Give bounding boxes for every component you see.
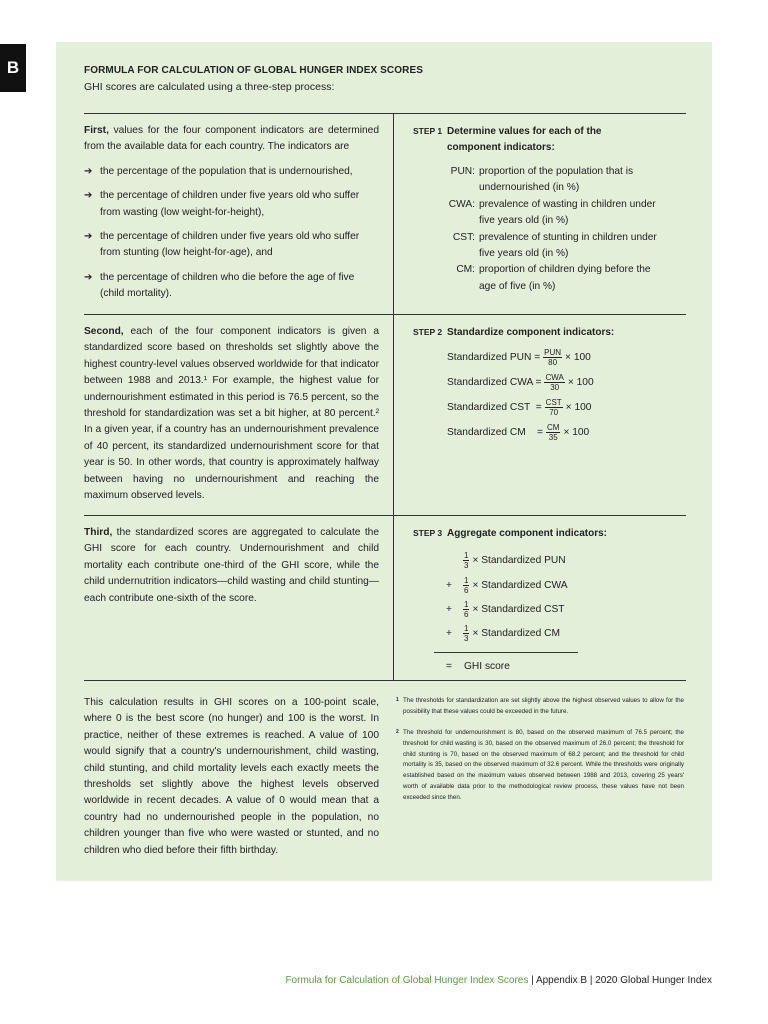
footnote-2: 2 The threshold for undernourishment is 80, based on the observed maximum of 76.5 percent; the threshold for child wasting is 30, based on the observed maximum of 26.0 percent; the threshold for child stunting is 70, based on the observed maximum of 68.2 percent; and the threshold for child mortality is 35, based on the observed maximum of 32.6 percent. While the thresholds were originally established based on the maximum values observed between 1988 and 2013, covering 25 years' worth of available data prior to the methodological review process, these values have not been exceeded since then. <box>396 729 684 801</box>
footnote-1: 1 The thresholds for standardization are set slightly above the highest observed values to allow for the possibility that these values could be exceeded in the future. <box>396 697 684 715</box>
arrow-right-icon: ➔ <box>84 271 93 283</box>
arrow-right-icon: ➔ <box>84 231 93 243</box>
row1-body: values for the four component indicators are determined from the available data for each country. The indicators are <box>84 125 379 153</box>
definition-row: PUN: proportion of the population that is undernourished (in %) <box>450 166 634 194</box>
sum-line <box>434 652 578 653</box>
step1-number: STEP 1 <box>413 126 443 136</box>
equation-cm: Standardized CM = $\frac{CM}{35}$ × 100 <box>447 422 590 442</box>
list-item: ➔ the percentage of children under five years old who suffer from wasting (low weight-for-height), <box>84 190 360 218</box>
aggregate-term: + $\frac{1}{6}$ × Standardized CWA <box>446 575 568 595</box>
step3-heading: STEP 3 Aggregate component indicators: <box>413 525 607 542</box>
definition-row: CWA: prevalence of wasting in children under five years old (in %) <box>448 198 656 227</box>
step2-number: STEP 2 <box>413 327 443 337</box>
divider-row3 <box>84 680 686 681</box>
definition-row: CM: proportion of children dying before the age of five (in %) <box>456 264 651 292</box>
aggregate-term: + $\frac{1}{3}$ × Standardized CM <box>446 623 560 643</box>
aggregate-term: $\frac{1}{3}$ × Standardized PUN <box>464 550 566 570</box>
equation-pun: Standardized PUN = $\frac{\text{PUN}}{80}$ × 100 <box>447 347 591 367</box>
indicator-list <box>84 164 379 303</box>
list-item: ➔ the percentage of the population that is undernourished, <box>84 164 379 180</box>
ghi-result: = GHI score <box>446 660 510 672</box>
page-title: FORMULA FOR CALCULATION OF GLOBAL HUNGER INDEX SCORES <box>84 65 423 76</box>
footer-section-title: Formula for Calculation of Global Hunger Index Scores <box>285 975 529 986</box>
row2-body: each of the four component indicators is given a standardized score based on thresholds set slightly above the highest country-level values observed worldwide for that indicator between 1988 and 2013.¹ For example, the highest value for undernourishment estimated in this period is 76.5 percent, so the threshold for standardization was set a bit higher, at 80 percent.² In a given year, if a country has an undernourishment prevalence of 40 percent, its standardized undernourishment score for that year is 50. In other words, that country is approximately halfway between having no undernourishment and reaching the maximum observed levels. <box>84 326 379 502</box>
page-footer <box>285 975 712 986</box>
definition-row: CST: prevalence of stunting in children under five years old (in %) <box>452 231 657 260</box>
row1-text <box>84 123 379 303</box>
arrow-right-icon: ➔ <box>84 190 93 202</box>
row3-lead: Third, <box>84 527 113 538</box>
arrow-right-icon: ➔ <box>84 165 93 177</box>
row3-text <box>84 525 379 607</box>
list-item: ➔ the percentage of children who die before the age of five (child mortality). <box>84 271 355 300</box>
footer-publication: | Appendix B | 2020 Global Hunger Index <box>528 975 712 986</box>
equation-cst: Standardized CST = $\frac{\text{CST}}{70}$ × 100 <box>447 397 592 417</box>
divider-vertical <box>393 113 394 680</box>
step1-heading: STEP 1 Determine values for each of the component indicators: <box>413 123 602 157</box>
row2-text <box>84 324 379 504</box>
appendix-tab: B <box>0 44 26 92</box>
page-subtitle: GHI scores are calculated using a three-step process: <box>84 81 335 93</box>
step3-number: STEP 3 <box>413 528 443 538</box>
row3-body: the standardized scores are aggregated to calculate the GHI score for each country. Undernourishment and child mortality each contribute one-third of the GHI score, while the child undernutrition indicators—child wasting and child stunting—each contribute one-sixth of the score. <box>84 527 379 604</box>
bottom-text: This calculation results in GHI scores on a 100-point scale, where 0 is the best score (no hunger) and 100 is the worst. In practice, neither of these extremes is reached. A value of 100 would signify that a country's undernourishment, child wasting, child stunting, and child mortality levels each exactly meets the thresholds set slightly above the highest levels observed worldwide in recent decades. A value of 0 would mean that a country had no undernourished people in the population, no children younger than five who were wasted or stunted, and no children who died before their fifth birthday. <box>84 697 379 856</box>
divider-row2 <box>84 515 686 516</box>
divider-row1 <box>84 314 686 315</box>
row1-lead: First, <box>84 125 109 136</box>
equation-cwa: Standardized CWA = $\frac{\text{CWA}}{30}$ × 100 <box>447 372 594 392</box>
divider-top <box>84 113 686 114</box>
indicator-definitions <box>413 164 659 295</box>
step2-heading: STEP 2 Standardize component indicators: <box>413 324 614 341</box>
list-item: ➔ the percentage of children under five years old who suffer from stunting (low height-for-age), and <box>84 231 360 259</box>
aggregate-term: + $\frac{1}{6}$ × Standardized CST <box>446 599 565 619</box>
row2-lead: Second, <box>84 326 124 337</box>
